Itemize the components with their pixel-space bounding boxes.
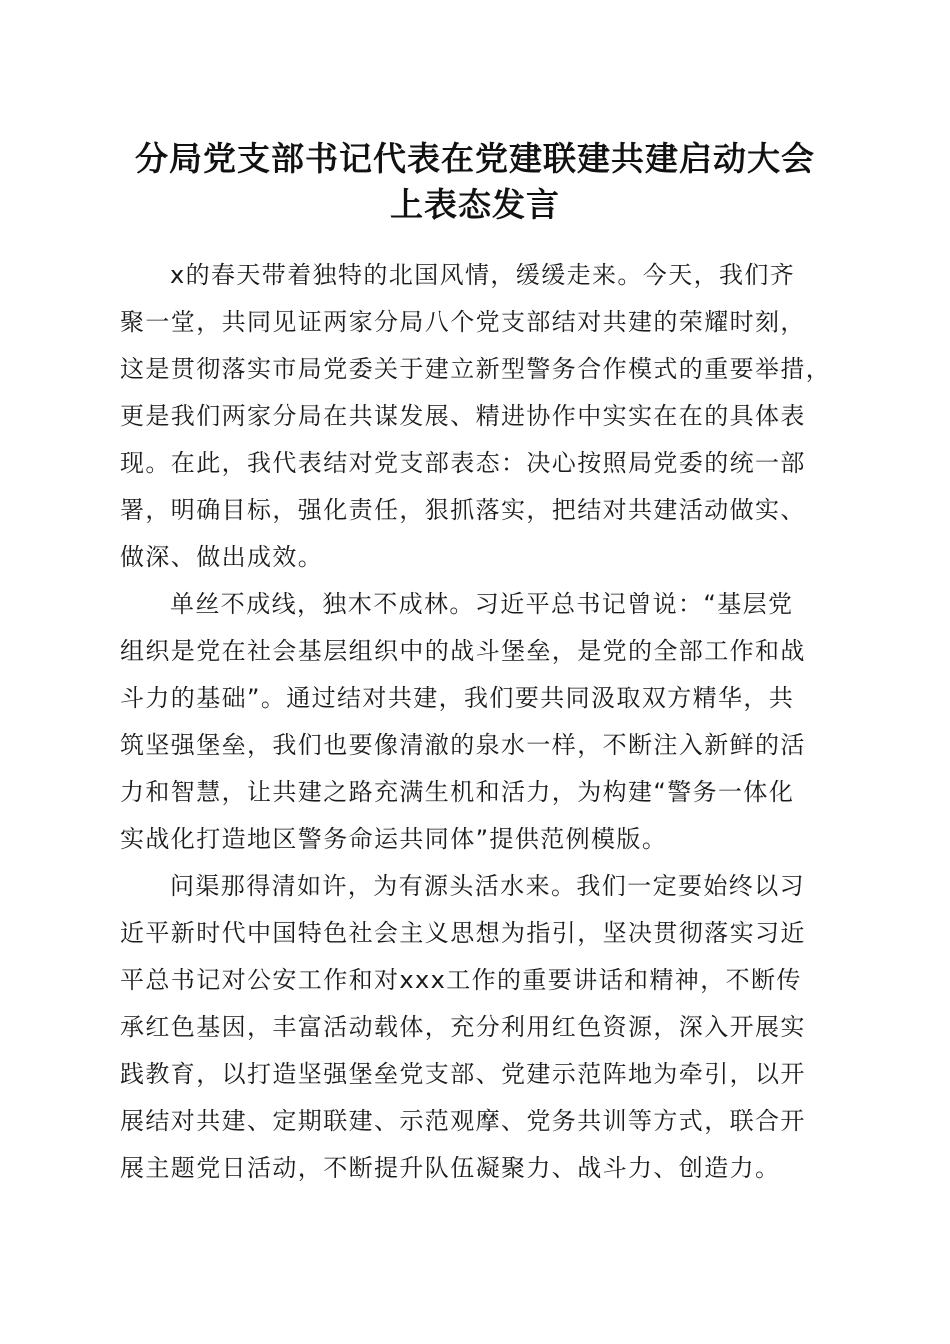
- paragraph-line: 聚一堂，共同见证两家分局八个党支部结对共建的荣耀时刻，: [120, 308, 806, 336]
- paragraph-line: 展主题党日活动，不断提升队伍凝聚力、战斗力、创造力。: [120, 1154, 781, 1182]
- paragraph-2: [120, 581, 832, 863]
- document-body: [120, 252, 832, 1192]
- paragraph-line: 近平新时代中国特色社会主义思想为指引，坚决贯彻落实习近: [120, 919, 806, 947]
- paragraph-line: 力和智慧，让共建之路充满生机和活力，为构建“警务一体化: [120, 778, 795, 806]
- paragraph-line: 署，明确目标，强化责任，狠抓落实，把结对共建活动做实、: [120, 496, 806, 524]
- paragraph-line: 筑坚强堡垒，我们也要像清澈的泉水一样，不断注入新鲜的活: [120, 731, 806, 759]
- paragraph-line: x的春天带着独特的北国风情，缓缓走来。今天，我们齐: [170, 261, 796, 289]
- title-line: 分局党支部书记代表在党建联建共建启动大会: [135, 139, 815, 178]
- paragraph-line: 平总书记对公安工作和对xxx工作的重要讲话和精神，不断传: [120, 966, 802, 994]
- paragraph-line: 单丝不成线，独木不成林。习近平总书记曾说：“基层党: [170, 590, 794, 618]
- paragraph-line: 承红色基因，丰富活动载体，充分利用红色资源，深入开展实: [120, 1013, 806, 1041]
- paragraph-line: 展结对共建、定期联建、示范观摩、党务共训等方式，联合开: [120, 1107, 806, 1135]
- paragraph-line: 问渠那得清如许，为有源头活水来。我们一定要始终以习: [170, 872, 805, 900]
- title-line: 上表态发言: [390, 185, 560, 224]
- paragraph-3: [120, 863, 832, 1192]
- paragraph-line: 更是我们两家分局在共谋发展、精进协作中实实在在的具体表: [120, 402, 806, 430]
- paragraph-line: 斗力的基础”。通过结对共建，我们要共同汲取双方精华，共: [120, 684, 795, 712]
- paragraph-line: 现。在此，我代表结对党支部表态：决心按照局党委的统一部: [120, 449, 806, 477]
- paragraph-line: 这是贯彻落实市局党委关于建立新型警务合作模式的重要举措，: [120, 355, 832, 383]
- document-title: [100, 136, 850, 228]
- paragraph-line: 实战化打造地区警务命运共同体”提供范例模版。: [120, 825, 668, 853]
- paragraph-line: 组织是党在社会基层组织中的战斗堡垒，是党的全部工作和战: [120, 637, 806, 665]
- paragraph-line: 践教育，以打造坚强堡垒党支部、党建示范阵地为牵引，以开: [120, 1060, 806, 1088]
- paragraph-line: 做深、做出成效。: [120, 543, 324, 571]
- paragraph-1: [120, 252, 832, 581]
